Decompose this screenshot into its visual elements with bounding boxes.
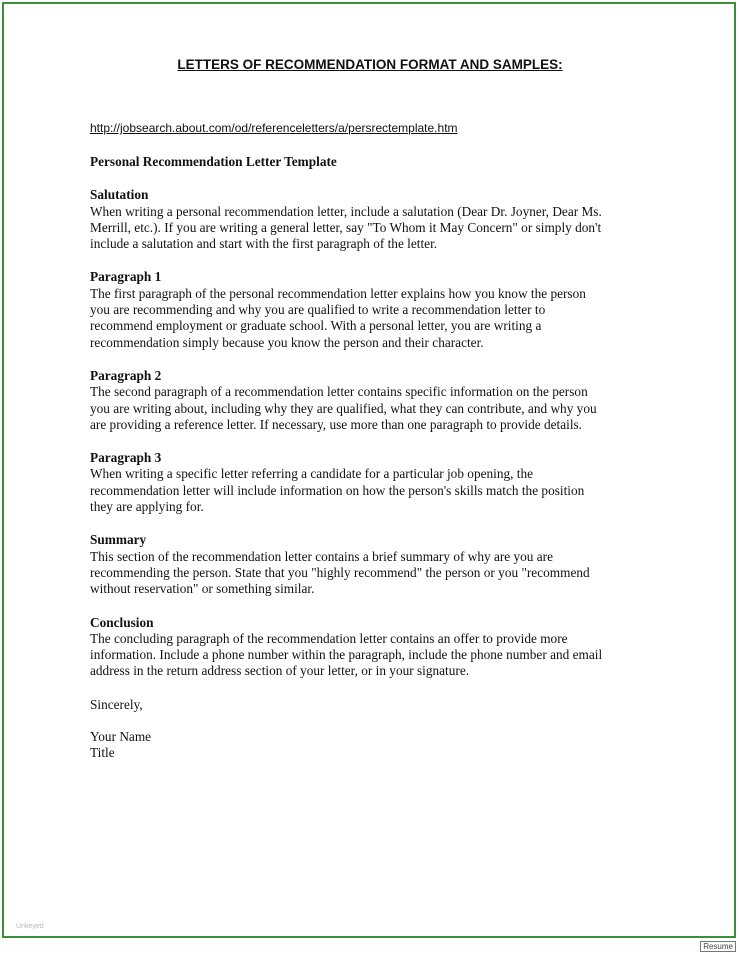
- signature-title: Title: [90, 745, 115, 761]
- section-line: This section of the recommendation letter contains a brief summary of why are you are: [90, 548, 554, 564]
- sections-container: [90, 187, 670, 679]
- section-line: you are writing about, including why they are qualified, what they can contribute, and why you: [90, 400, 597, 416]
- letter-content: [90, 154, 670, 762]
- watermark-text: Unkeyed: [16, 923, 44, 930]
- letter-section: [90, 187, 670, 252]
- section-line: they are applying for.: [90, 499, 204, 515]
- signature-gap: [90, 713, 670, 729]
- letter-section: [90, 532, 670, 597]
- document-title: LETTERS OF RECOMMENDATION FORMAT AND SAMPLES:: [177, 57, 563, 72]
- section-line: The first paragraph of the personal recommendation letter explains how you know the person: [90, 285, 586, 301]
- reference-link[interactable]: http://jobsearch.about.com/od/referenceletters/a/persrectemplate.htm: [90, 121, 458, 135]
- section-line: you are recommending and why you are qualified to write a recommendation letter to: [90, 302, 546, 318]
- resume-tag: Resume: [700, 941, 736, 952]
- section-line: address in the return address section of your letter, or in your signature.: [90, 663, 470, 679]
- signature-name: Your Name: [90, 729, 152, 745]
- section-line: When writing a specific letter referring a candidate for a particular job opening, the: [90, 466, 534, 482]
- section-line: without reservation" or something similar.: [90, 581, 315, 597]
- letter-section: [90, 269, 670, 350]
- letter-section: [90, 450, 670, 515]
- section-line: Merrill, etc.). If you are writing a general letter, say "To Whom it May Concern" or simply don't: [90, 219, 602, 235]
- section-heading: Conclusion: [90, 614, 154, 630]
- section-line: recommend employment or graduate school. With a personal letter, you are writing a: [90, 318, 542, 334]
- template-title: Personal Recommendation Letter Template: [90, 154, 337, 169]
- section-line: The second paragraph of a recommendation letter contains specific information on the person: [90, 384, 588, 400]
- section-heading: Salutation: [90, 187, 149, 203]
- section-line: The concluding paragraph of the recommendation letter contains an offer to provide more: [90, 630, 568, 646]
- section-line: include a salutation and start with the first paragraph of the letter.: [90, 236, 438, 252]
- section-heading: Paragraph 1: [90, 269, 162, 285]
- letter-section: [90, 368, 670, 433]
- section-line: recommendation simply because you know the person and their character.: [90, 334, 484, 350]
- section-heading: Paragraph 2: [90, 367, 162, 383]
- letter-section: [90, 615, 670, 680]
- section-heading: Paragraph 3: [90, 450, 162, 466]
- section-line: information. Include a phone number within the paragraph, include the phone number and email: [90, 647, 603, 663]
- section-heading: Summary: [90, 532, 147, 548]
- section-line: recommending the person. State that you "highly recommend" the person or you "recommend: [90, 564, 590, 580]
- section-line: are providing a reference letter. If necessary, use more than one paragraph to provide details.: [90, 416, 583, 432]
- section-line: recommendation letter will include information on how the person's skills match the position: [90, 482, 585, 498]
- section-line: When writing a personal recommendation letter, include a salutation (Dear Dr. Joyner, Dear Ms.: [90, 203, 602, 219]
- closing-line: Sincerely,: [90, 696, 143, 712]
